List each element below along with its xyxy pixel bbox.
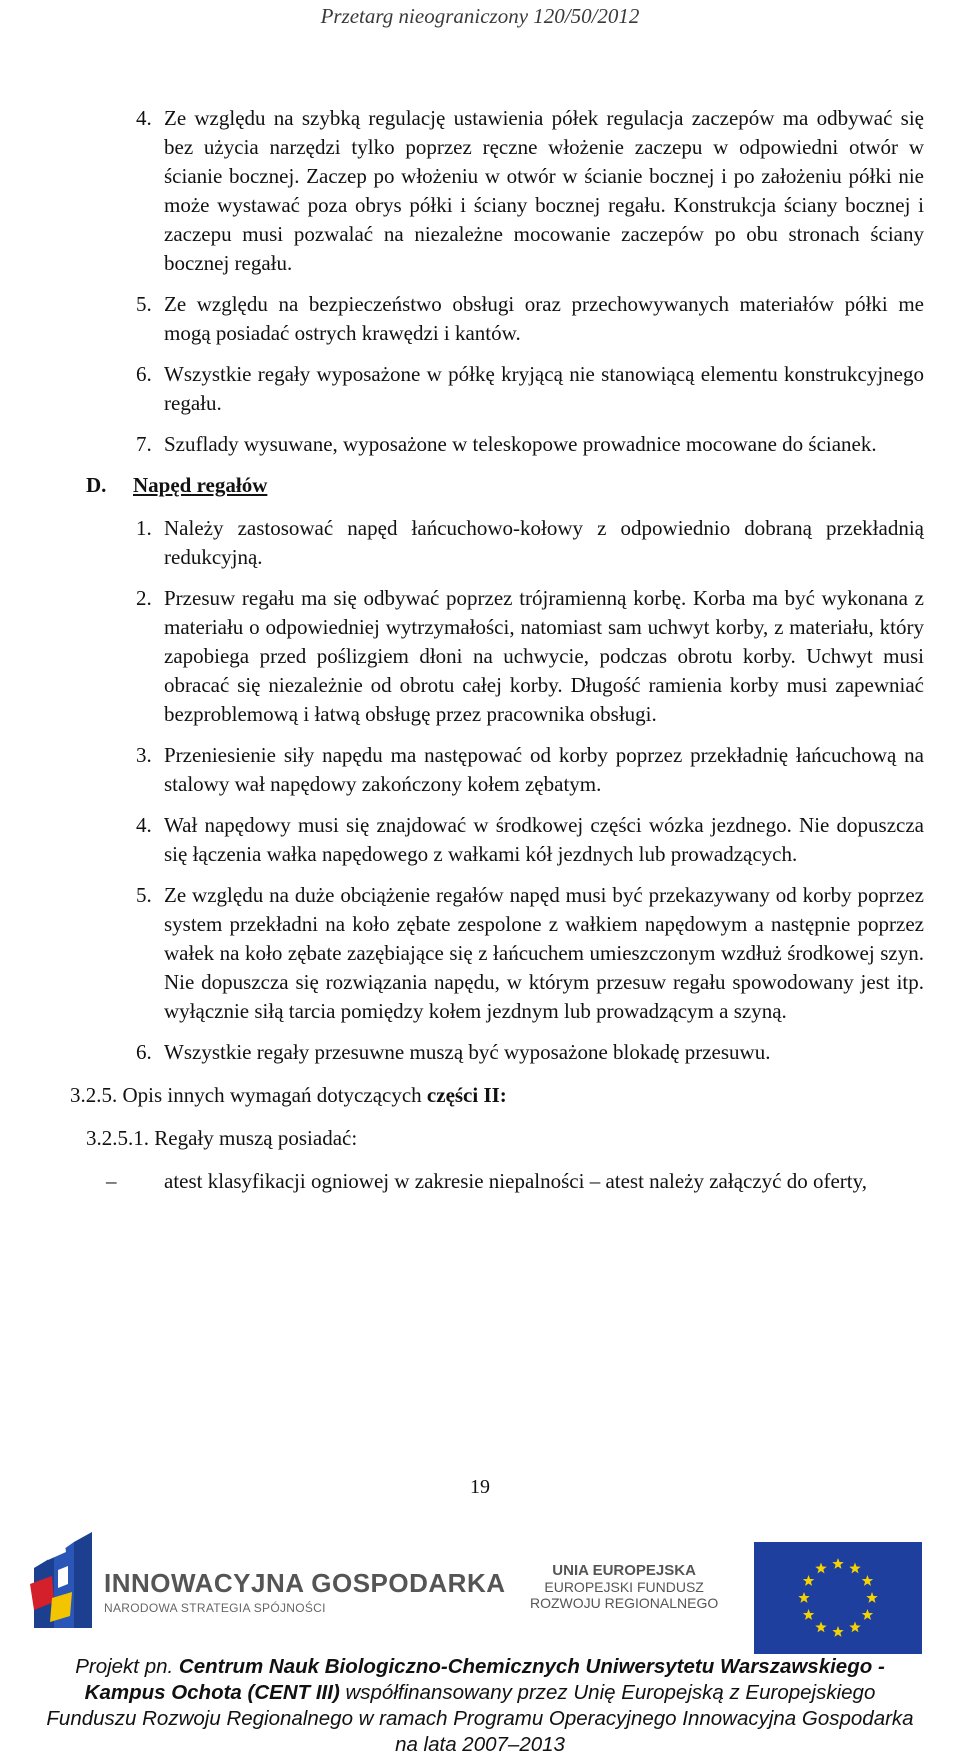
list-item xyxy=(0,811,960,869)
list-d xyxy=(0,514,960,1067)
list-item xyxy=(0,584,960,729)
item-number: 6. xyxy=(136,362,152,386)
item-number: 5. xyxy=(136,292,152,316)
page-footer xyxy=(0,1654,960,1758)
item-text: Wszystkie regały wyposażone w półkę kryjącą nie stanowiącą elementu konstrukcyjnego regału. xyxy=(164,362,924,415)
logo-strip xyxy=(0,1524,960,1634)
item-number: 4. xyxy=(136,106,152,130)
ue-logo-text xyxy=(530,1562,718,1611)
item-text: Szuflady wysuwane, wyposażone w teleskopowe prowadnice mocowane do ścianek. xyxy=(164,432,877,456)
list-item xyxy=(0,104,960,278)
footer-line-1 xyxy=(0,1654,960,1680)
item-number: 4. xyxy=(136,813,152,837)
footer-cofinance: współfinansowany przez Unię Europejską z Europejskiego xyxy=(339,1681,876,1704)
footer-campus-name: Kampus Ochota (CENT III) xyxy=(84,1681,340,1704)
ue-line-3: ROZWOJU REGIONALNEGO xyxy=(530,1595,719,1611)
ig-logo-text xyxy=(104,1568,506,1615)
ig-logo-title: INNOWACYJNA GOSPODARKA xyxy=(104,1568,506,1598)
list-item xyxy=(0,290,960,348)
section-heading-325 xyxy=(0,1081,960,1110)
item-text: Ze względu na duże obciążenie regałów napęd musi być przekazywany od korby poprzez system przekładni na koło zębate zespolone z wałkiem napędowym a następnie poprzez wałek na koło zębate zazębiające się z łańcuchem umieszczonym wzdłuż środkowej szyn. Nie dopuszcza się rozwiązania napędu, w którym przesuw regału spowodowany jest itp. wyłącznie siłą tarcia pomiędzy kołem jezdnym lub prowadzącym a szyną. xyxy=(164,883,924,1023)
list-item xyxy=(0,881,960,1026)
section-325-text: 3.2.5. Opis innych wymagań dotyczących xyxy=(70,1083,427,1107)
item-text: Przeniesienie siły napędu ma następować od korby poprzez przekładnię łańcuchową na stalowy wał napędowy zakończony kołem zębatym. xyxy=(164,743,924,796)
section-letter: D. xyxy=(86,473,107,497)
item-text: Przesuw regału ma się odbywać poprzez trójramienną korbę. Korba ma być wykonana z materiału o odpowiedniej wytrzymałości, natomiast sam uchwyt korby, z materiału, który zapobiega przed poślizgiem dłoni na uchwycie, podczas obrotu korby. Uchwyt musi obracać się niezależnie od obrotu całej korby. Długość ramienia korby musi zapewniać bezproblemową i łatwą obsługę przez pracownika obsługi. xyxy=(164,586,924,726)
footer-line-3: Funduszu Rozwoju Regionalnego w ramach Programu Operacyjnego Innowacyjna Gospodarka xyxy=(46,1707,914,1730)
eu-flag-icon xyxy=(754,1542,922,1654)
page-header: Przetarg nieograniczony 120/50/2012 xyxy=(320,4,640,28)
item-text: Należy zastosować napęd łańcuchowo-kołowy z odpowiednio dobraną przekładnią redukcyjną. xyxy=(164,516,924,569)
footer-project-name: Centrum Nauk Biologiczno-Chemicznych Uniwersytetu Warszawskiego - xyxy=(178,1655,885,1678)
ue-line-2: EUROPEJSKI FUNDUSZ xyxy=(544,1579,704,1595)
item-number: 5. xyxy=(136,883,152,907)
footer-line-4: na lata 2007–2013 xyxy=(395,1733,565,1756)
ue-line-1: UNIA EUROPEJSKA xyxy=(552,1562,696,1579)
item-text: Wszystkie regały przesuwne muszą być wyposażone blokadę przesuwu. xyxy=(164,1040,771,1064)
item-number: 2. xyxy=(136,586,152,610)
dash-list-item xyxy=(0,1167,960,1196)
page-number: 19 xyxy=(470,1476,490,1498)
item-number: 3. xyxy=(136,743,152,767)
list-item xyxy=(0,360,960,418)
list-item xyxy=(0,741,960,799)
section-heading-d xyxy=(0,471,960,500)
ig-logo-subtitle: NARODOWA STRATEGIA SPÓJNOŚCI xyxy=(104,1601,326,1615)
dash-item-text: atest klasyfikacji ogniowej w zakresie niepalności – atest należy załączyć do oferty, xyxy=(164,1169,868,1193)
list-item xyxy=(0,430,960,459)
item-number: 7. xyxy=(136,432,152,456)
item-text: Ze względu na szybką regulację ustawienia półek regulacja zaczepów ma odbywać się bez użycia narzędzi tylko poprzez ręczne włożenie zaczepu w odpowiedni otwór w ścianie bocznej. Zaczep po włożeniu w otwór w ścianie bocznej i po założeniu półki nie może wystawać poza obrys półki i ściany bocznej regału. Konstrukcja ściany bocznej i zaczepu musi pozwalać na niezależne mocowanie zaczepów po obu stronach ściany bocznej regału. xyxy=(164,106,924,275)
item-text: Wał napędowy musi się znajdować w środkowej części wózka jezdnego. Nie dopuszcza się łączenia wałka napędowego z wałkami kół jezdnych lub prowadzących. xyxy=(164,813,924,866)
innowacyjna-gospodarka-logo-icon xyxy=(28,1524,98,1634)
list-item xyxy=(0,514,960,572)
footer-line-2 xyxy=(0,1680,960,1706)
item-number: 6. xyxy=(136,1040,152,1064)
section-heading-3251: 3.2.5.1. Regały muszą posiadać: xyxy=(86,1126,358,1150)
section-title: Napęd regałów xyxy=(133,473,268,497)
section-325-bold: części II: xyxy=(426,1083,507,1107)
dash-bullet: – xyxy=(106,1169,117,1193)
footer-prefix: Projekt pn. xyxy=(75,1655,179,1678)
item-number: 1. xyxy=(136,516,152,540)
list-a xyxy=(0,104,960,459)
item-text: Ze względu na bezpieczeństwo obsługi oraz przechowywanych materiałów półki me mogą posiadać ostrych krawędzi i kantów. xyxy=(164,292,924,345)
list-item xyxy=(0,1038,960,1067)
document-body xyxy=(0,104,960,1196)
